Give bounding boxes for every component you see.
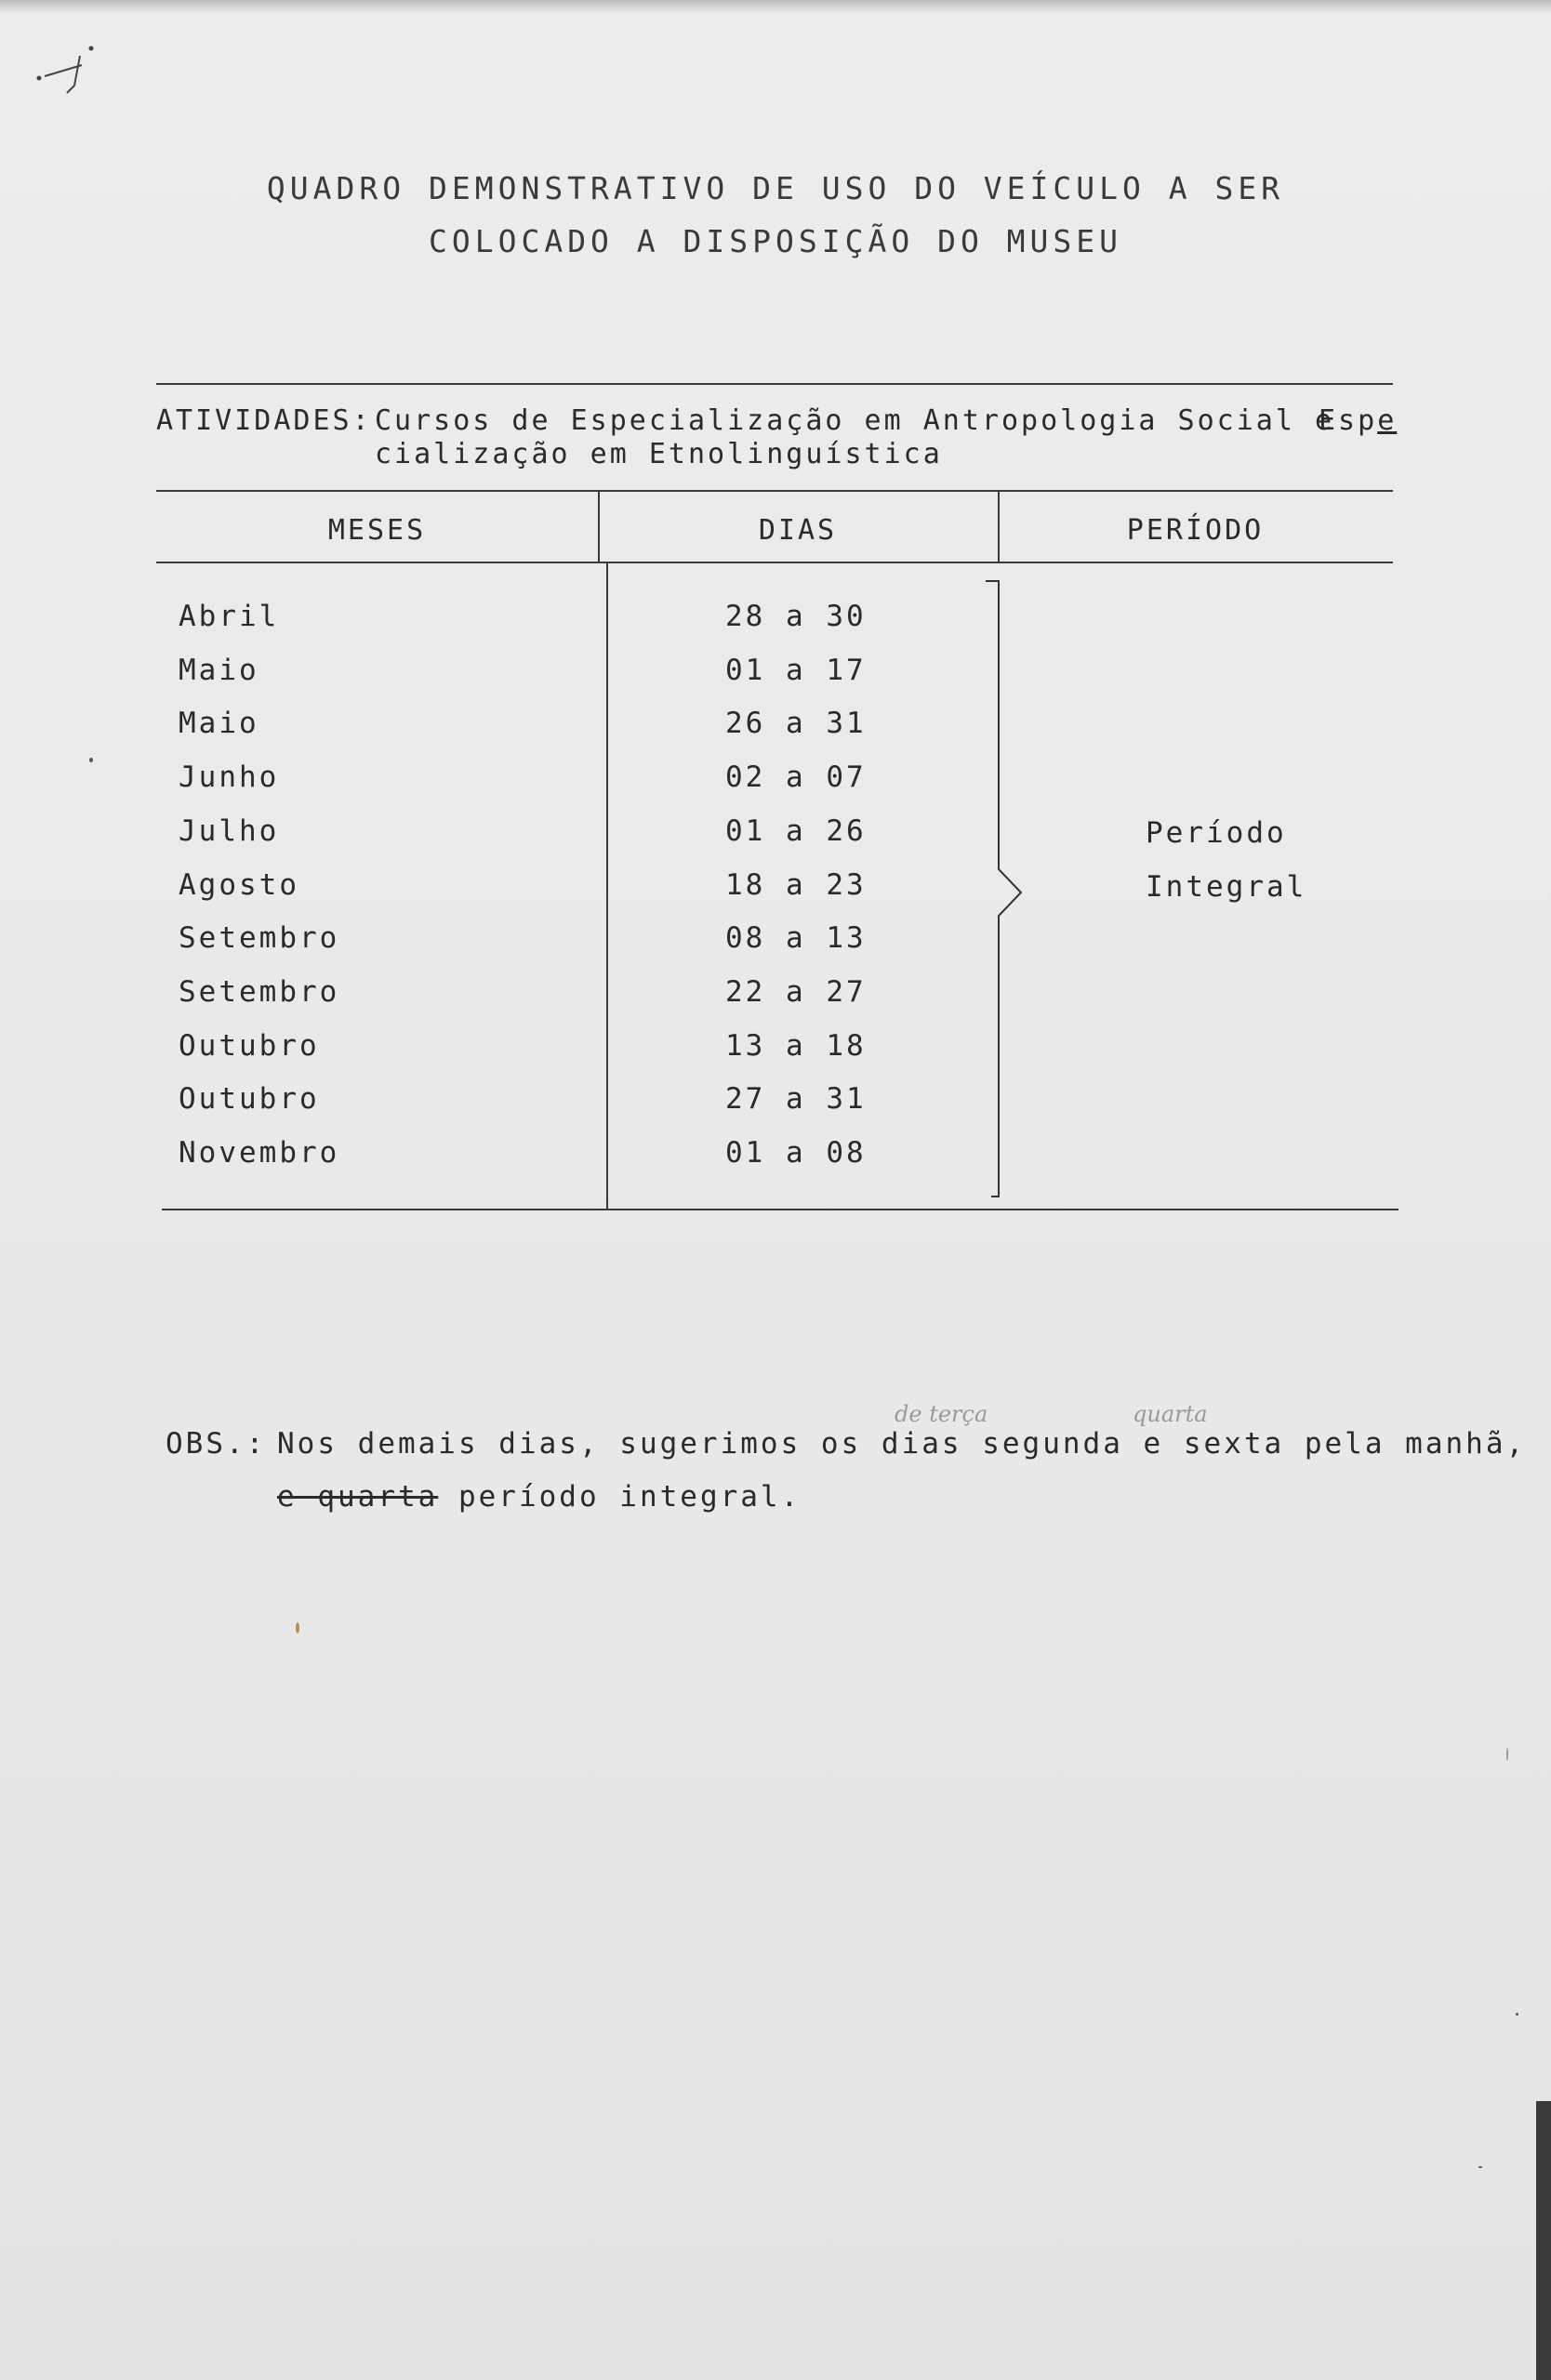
atividades-label: ATIVIDADES:: [156, 404, 372, 437]
table-cell-month: Maio: [179, 707, 259, 740]
table-cell-days: 01 a 26: [725, 814, 867, 848]
table-cell-month: Julho: [179, 814, 280, 848]
table-cell-month: Novembro: [179, 1136, 340, 1170]
obs-struck-text: e quarta: [277, 1480, 439, 1514]
table-cell-month: Outubro: [179, 1082, 320, 1116]
paper-right-edge: [1536, 2101, 1551, 2380]
paper-speck: [1478, 2166, 1482, 2168]
table-cell-month: Abril: [179, 600, 280, 633]
column-header-meses: MESES: [327, 514, 427, 547]
table-cell-days: 08 a 13: [725, 921, 867, 955]
table-cell-days: 02 a 07: [725, 760, 867, 794]
paper-top-edge: [0, 0, 1551, 13]
espe-prefix: Esp: [1319, 404, 1378, 437]
handwritten-note-1: de terça: [895, 1401, 988, 1427]
handwritten-note-2: quarta: [1133, 1401, 1208, 1427]
obs-line1: Nos demais dias, sugerimos os dias segunda e sexta pela manhã,: [277, 1427, 1527, 1461]
table-cell-month: Setembro: [179, 921, 340, 955]
table-cell-month: Agosto: [179, 868, 299, 902]
table-cell-month: Outubro: [179, 1029, 320, 1063]
atividades-description: [375, 404, 1398, 471]
pencil-mark-icon: [26, 28, 110, 102]
paper-speck: [296, 1622, 299, 1633]
table-cell-month: Setembro: [179, 975, 340, 1009]
table-cell-days: 22 a 27: [725, 975, 867, 1009]
paper-speck: [1516, 2013, 1518, 2016]
table-cell-days: 26 a 31: [725, 707, 867, 740]
document-title-line1: QUADRO DEMONSTRATIVO DE USO DO VEÍCULO A SER: [266, 170, 1285, 206]
table-cell-month: Maio: [179, 654, 259, 687]
table-header-bottom-rule: [156, 562, 1393, 563]
table-cell-days: 13 a 18: [725, 1029, 867, 1063]
atividades-hyphenated-word: [1319, 404, 1397, 437]
espe-underlined-letter: e: [1377, 404, 1398, 437]
table-cell-days: 27 a 31: [725, 1082, 867, 1116]
obs-label: OBS.:: [166, 1427, 267, 1461]
top-rule: [156, 383, 1393, 385]
table-cell-month: Junho: [179, 760, 280, 794]
table-column-divider: [606, 562, 608, 1209]
table-cell-days: 01 a 17: [725, 654, 867, 687]
table-cell-days: 28 a 30: [725, 600, 867, 633]
obs-line2: [277, 1480, 801, 1514]
table-bottom-rule: [162, 1209, 1399, 1210]
paper-speck: [89, 758, 93, 762]
obs-line2-rest: período integral.: [438, 1480, 802, 1514]
column-header-dias: DIAS: [758, 514, 838, 547]
table-cell-days: 18 a 23: [725, 868, 867, 902]
table-top-rule: [156, 490, 1393, 492]
periodo-line2: Integral: [1146, 870, 1307, 904]
paper-speck: [1506, 1748, 1508, 1761]
column-header-periodo: PERÍODO: [1126, 514, 1265, 547]
atividades-line2: cialização em Etnolinguística: [375, 438, 943, 470]
atividades-line1: Cursos de Especialização em Antropologia Social e: [375, 404, 1335, 437]
right-brace-icon: [986, 572, 1032, 1204]
periodo-line1: Período: [1146, 816, 1287, 850]
table-cell-days: 01 a 08: [725, 1136, 867, 1170]
document-title-line2: COLOCADO A DISPOSIÇÃO DO MUSEU: [428, 223, 1123, 259]
